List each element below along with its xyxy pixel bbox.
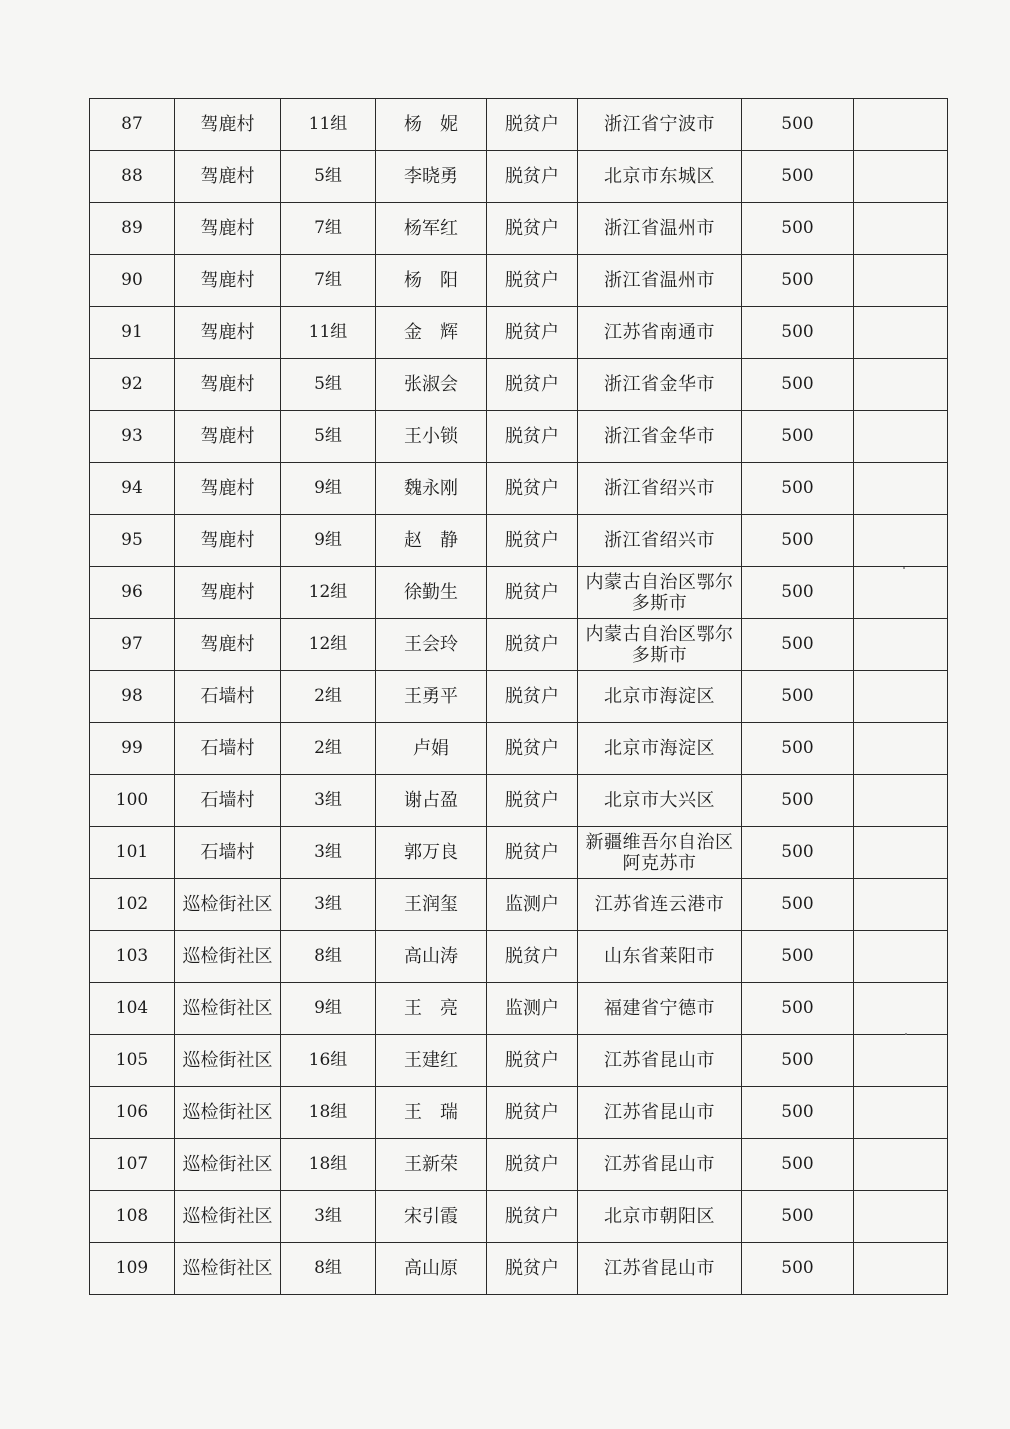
cell-name: 王建红 <box>376 1035 487 1087</box>
cell-amount: 500 <box>742 1035 854 1087</box>
cell-name: 谢占盈 <box>376 775 487 827</box>
cell-number: 92 <box>90 359 175 411</box>
cell-remarks <box>854 1087 948 1139</box>
cell-village: 驾鹿村 <box>175 567 281 619</box>
cell-name: 赵 静 <box>376 515 487 567</box>
cell-group: 3组 <box>281 879 376 931</box>
cell-amount: 500 <box>742 359 854 411</box>
cell-village: 石墙村 <box>175 723 281 775</box>
cell-amount: 500 <box>742 151 854 203</box>
cell-amount: 500 <box>742 255 854 307</box>
cell-group: 5组 <box>281 359 376 411</box>
cell-destination: 山东省莱阳市 <box>578 931 742 983</box>
cell-remarks <box>854 1139 948 1191</box>
table-row <box>90 1243 948 1295</box>
cell-village: 驾鹿村 <box>175 463 281 515</box>
table-row <box>90 671 948 723</box>
cell-number: 104 <box>90 983 175 1035</box>
cell-household-type: 监测户 <box>487 983 578 1035</box>
cell-group: 11组 <box>281 307 376 359</box>
cell-amount: 500 <box>742 1243 854 1295</box>
cell-village: 驾鹿村 <box>175 203 281 255</box>
cell-household-type: 脱贫户 <box>487 619 578 671</box>
cell-number: 94 <box>90 463 175 515</box>
cell-group: 2组 <box>281 723 376 775</box>
cell-name: 杨 阳 <box>376 255 487 307</box>
cell-remarks <box>854 1243 948 1295</box>
cell-number: 93 <box>90 411 175 463</box>
cell-group: 12组 <box>281 567 376 619</box>
cell-remarks <box>854 151 948 203</box>
cell-remarks <box>854 619 948 671</box>
cell-amount: 500 <box>742 411 854 463</box>
cell-household-type: 脱贫户 <box>487 827 578 879</box>
cell-destination: 浙江省宁波市 <box>578 99 742 151</box>
cell-village: 石墙村 <box>175 827 281 879</box>
cell-name: 高山原 <box>376 1243 487 1295</box>
cell-number: 99 <box>90 723 175 775</box>
cell-destination: 江苏省昆山市 <box>578 1139 742 1191</box>
cell-destination: 北京市海淀区 <box>578 671 742 723</box>
cell-village: 石墙村 <box>175 775 281 827</box>
cell-name: 张淑会 <box>376 359 487 411</box>
cell-household-type: 脱贫户 <box>487 151 578 203</box>
cell-number: 109 <box>90 1243 175 1295</box>
table-row <box>90 931 948 983</box>
table-row <box>90 879 948 931</box>
table-row <box>90 1035 948 1087</box>
cell-household-type: 脱贫户 <box>487 515 578 567</box>
cell-village: 巡检街社区 <box>175 1035 281 1087</box>
cell-amount: 500 <box>742 567 854 619</box>
cell-household-type: 脱贫户 <box>487 1243 578 1295</box>
cell-village: 巡检街社区 <box>175 1087 281 1139</box>
cell-group: 3组 <box>281 1191 376 1243</box>
cell-number: 88 <box>90 151 175 203</box>
cell-name: 王 瑞 <box>376 1087 487 1139</box>
cell-remarks <box>854 359 948 411</box>
cell-village: 驾鹿村 <box>175 151 281 203</box>
cell-name: 魏永刚 <box>376 463 487 515</box>
table-row <box>90 567 948 619</box>
cell-group: 18组 <box>281 1087 376 1139</box>
table-row <box>90 1191 948 1243</box>
cell-group: 9组 <box>281 983 376 1035</box>
cell-amount: 500 <box>742 827 854 879</box>
cell-number: 102 <box>90 879 175 931</box>
cell-village: 巡检街社区 <box>175 931 281 983</box>
cell-village: 驾鹿村 <box>175 411 281 463</box>
cell-group: 2组 <box>281 671 376 723</box>
cell-destination: 江苏省昆山市 <box>578 1035 742 1087</box>
cell-destination: 福建省宁德市 <box>578 983 742 1035</box>
cell-destination: 北京市朝阳区 <box>578 1191 742 1243</box>
cell-destination: 江苏省连云港市 <box>578 879 742 931</box>
cell-remarks <box>854 1191 948 1243</box>
cell-household-type: 脱贫户 <box>487 203 578 255</box>
cell-group: 7组 <box>281 255 376 307</box>
cell-destination: 北京市东城区 <box>578 151 742 203</box>
cell-destination: 内蒙古自治区鄂尔多斯市 <box>578 619 742 671</box>
cell-destination: 北京市大兴区 <box>578 775 742 827</box>
cell-name: 卢娟 <box>376 723 487 775</box>
cell-remarks <box>854 567 948 619</box>
cell-village: 石墙村 <box>175 671 281 723</box>
cell-village: 驾鹿村 <box>175 307 281 359</box>
cell-amount: 500 <box>742 307 854 359</box>
cell-destination: 浙江省金华市 <box>578 359 742 411</box>
cell-name: 李晓勇 <box>376 151 487 203</box>
cell-village: 驾鹿村 <box>175 99 281 151</box>
table-row <box>90 983 948 1035</box>
cell-number: 91 <box>90 307 175 359</box>
cell-amount: 500 <box>742 1191 854 1243</box>
cell-village: 驾鹿村 <box>175 619 281 671</box>
cell-amount: 500 <box>742 879 854 931</box>
cell-destination: 浙江省温州市 <box>578 203 742 255</box>
cell-remarks <box>854 307 948 359</box>
cell-destination: 新疆维吾尔自治区阿克苏市 <box>578 827 742 879</box>
table-row <box>90 723 948 775</box>
cell-household-type: 脱贫户 <box>487 723 578 775</box>
cell-remarks <box>854 515 948 567</box>
scan-speck <box>903 567 905 569</box>
cell-remarks <box>854 203 948 255</box>
cell-amount: 500 <box>742 463 854 515</box>
table-row <box>90 99 948 151</box>
cell-remarks <box>854 931 948 983</box>
cell-remarks <box>854 99 948 151</box>
cell-household-type: 脱贫户 <box>487 1035 578 1087</box>
cell-name: 郭万良 <box>376 827 487 879</box>
cell-destination: 浙江省绍兴市 <box>578 463 742 515</box>
cell-household-type: 脱贫户 <box>487 1087 578 1139</box>
cell-group: 12组 <box>281 619 376 671</box>
cell-household-type: 脱贫户 <box>487 567 578 619</box>
cell-name: 王勇平 <box>376 671 487 723</box>
cell-amount: 500 <box>742 203 854 255</box>
cell-group: 11组 <box>281 99 376 151</box>
cell-number: 98 <box>90 671 175 723</box>
cell-household-type: 脱贫户 <box>487 1191 578 1243</box>
table-row <box>90 775 948 827</box>
cell-number: 90 <box>90 255 175 307</box>
cell-remarks <box>854 1035 948 1087</box>
cell-household-type: 监测户 <box>487 879 578 931</box>
table-row <box>90 151 948 203</box>
cell-household-type: 脱贫户 <box>487 411 578 463</box>
cell-name: 徐勤生 <box>376 567 487 619</box>
cell-village: 巡检街社区 <box>175 1191 281 1243</box>
cell-group: 18组 <box>281 1139 376 1191</box>
cell-remarks <box>854 723 948 775</box>
cell-number: 105 <box>90 1035 175 1087</box>
cell-remarks <box>854 983 948 1035</box>
cell-household-type: 脱贫户 <box>487 307 578 359</box>
cell-amount: 500 <box>742 1087 854 1139</box>
cell-village: 巡检街社区 <box>175 983 281 1035</box>
cell-village: 驾鹿村 <box>175 359 281 411</box>
cell-number: 87 <box>90 99 175 151</box>
cell-household-type: 脱贫户 <box>487 463 578 515</box>
cell-destination: 江苏省昆山市 <box>578 1243 742 1295</box>
cell-group: 8组 <box>281 931 376 983</box>
cell-group: 9组 <box>281 515 376 567</box>
cell-group: 5组 <box>281 411 376 463</box>
table-body <box>90 99 948 1295</box>
cell-remarks <box>854 463 948 515</box>
cell-village: 巡检街社区 <box>175 879 281 931</box>
scan-speck <box>905 1033 907 1035</box>
cell-village: 驾鹿村 <box>175 515 281 567</box>
table-row <box>90 1139 948 1191</box>
cell-remarks <box>854 411 948 463</box>
cell-name: 王会玲 <box>376 619 487 671</box>
cell-number: 101 <box>90 827 175 879</box>
cell-household-type: 脱贫户 <box>487 775 578 827</box>
cell-amount: 500 <box>742 775 854 827</box>
cell-household-type: 脱贫户 <box>487 931 578 983</box>
cell-village: 驾鹿村 <box>175 255 281 307</box>
cell-destination: 江苏省南通市 <box>578 307 742 359</box>
cell-name: 王润玺 <box>376 879 487 931</box>
cell-number: 107 <box>90 1139 175 1191</box>
cell-name: 王小锁 <box>376 411 487 463</box>
cell-group: 8组 <box>281 1243 376 1295</box>
cell-number: 103 <box>90 931 175 983</box>
cell-name: 杨 妮 <box>376 99 487 151</box>
table-row <box>90 307 948 359</box>
cell-household-type: 脱贫户 <box>487 99 578 151</box>
cell-amount: 500 <box>742 1139 854 1191</box>
table-row <box>90 1087 948 1139</box>
cell-group: 7组 <box>281 203 376 255</box>
cell-village: 巡检街社区 <box>175 1243 281 1295</box>
cell-number: 106 <box>90 1087 175 1139</box>
household-subsidy-table <box>89 98 948 1295</box>
cell-remarks <box>854 671 948 723</box>
cell-name: 宋引霞 <box>376 1191 487 1243</box>
cell-group: 5组 <box>281 151 376 203</box>
cell-remarks <box>854 775 948 827</box>
cell-amount: 500 <box>742 671 854 723</box>
table-row <box>90 203 948 255</box>
cell-destination: 浙江省金华市 <box>578 411 742 463</box>
table-row <box>90 411 948 463</box>
cell-number: 97 <box>90 619 175 671</box>
cell-remarks <box>854 255 948 307</box>
cell-name: 王 亮 <box>376 983 487 1035</box>
cell-number: 95 <box>90 515 175 567</box>
table-row <box>90 463 948 515</box>
cell-amount: 500 <box>742 931 854 983</box>
cell-number: 96 <box>90 567 175 619</box>
cell-remarks <box>854 879 948 931</box>
table-row <box>90 255 948 307</box>
cell-destination: 浙江省绍兴市 <box>578 515 742 567</box>
cell-amount: 500 <box>742 515 854 567</box>
cell-destination: 内蒙古自治区鄂尔多斯市 <box>578 567 742 619</box>
cell-village: 巡检街社区 <box>175 1139 281 1191</box>
cell-name: 王新荣 <box>376 1139 487 1191</box>
table-row <box>90 619 948 671</box>
cell-amount: 500 <box>742 723 854 775</box>
cell-destination: 江苏省昆山市 <box>578 1087 742 1139</box>
cell-name: 杨军红 <box>376 203 487 255</box>
cell-name: 高山涛 <box>376 931 487 983</box>
cell-group: 9组 <box>281 463 376 515</box>
cell-name: 金 辉 <box>376 307 487 359</box>
cell-number: 89 <box>90 203 175 255</box>
table-row <box>90 827 948 879</box>
cell-household-type: 脱贫户 <box>487 255 578 307</box>
cell-number: 100 <box>90 775 175 827</box>
cell-amount: 500 <box>742 983 854 1035</box>
table-row <box>90 359 948 411</box>
cell-amount: 500 <box>742 619 854 671</box>
cell-household-type: 脱贫户 <box>487 1139 578 1191</box>
cell-number: 108 <box>90 1191 175 1243</box>
cell-group: 16组 <box>281 1035 376 1087</box>
cell-household-type: 脱贫户 <box>487 671 578 723</box>
cell-group: 3组 <box>281 827 376 879</box>
cell-destination: 浙江省温州市 <box>578 255 742 307</box>
cell-group: 3组 <box>281 775 376 827</box>
cell-household-type: 脱贫户 <box>487 359 578 411</box>
cell-remarks <box>854 827 948 879</box>
cell-amount: 500 <box>742 99 854 151</box>
table-row <box>90 515 948 567</box>
cell-destination: 北京市海淀区 <box>578 723 742 775</box>
